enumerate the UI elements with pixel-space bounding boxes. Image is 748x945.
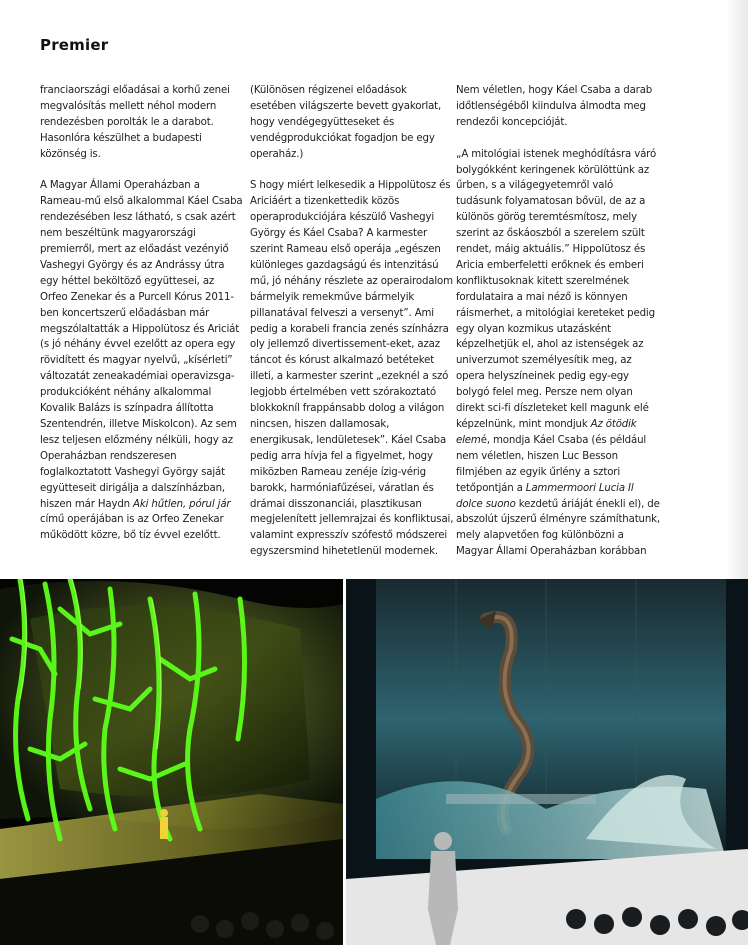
text-column-1 xyxy=(40,83,244,544)
section-title: Premier xyxy=(40,36,109,54)
text-column-2 xyxy=(250,83,454,560)
stage-render-green-image xyxy=(0,579,343,945)
stage-render-serpent-image xyxy=(346,579,748,945)
paragraph: franciaországi előadásai a korhű zenei megvalósítás mellett néhol modern rendezésben porolták le a darabot. Hasonlóra készülhet a budapesti közönség is. xyxy=(40,85,230,160)
paragraph: A Magyar Állami Operaházban a Rameau-mű első alkalommal Káel Csaba rendezésében lesz látható, s csak azért nem beszéltünk magyarországi premierről, mert az előadást vezényiő Vashegyi György és az Andrássy útra egy héttel beköltöző együttesei, az Orfeo Zenekar és a Purcell Kórus 2011-ben koncertszerű előadásban már megszólaltatták a Hippolütosz és Ariciát (s jó néhány évvel ezelőtt az opera egy rövidített és magyar nyelvű, „kísérleti” változatát zeneakadémiai operavizsga-produkcióként néhány alkalommal Kovalik Balázs is színpadra állította Szentendrén, illetve Miskolcon). Az sem lesz teljesen előzmény nélküli, hogy az Operaházban rendszeresen foglalkoztatott Vashegyi György saját együtteseit dirigálja a dalszínházban, hiszen már Haydn Aki hűtlen, pórul jár című operájában is az Orfeo Zenekar működött közre, bő tíz évvel ezelőtt. xyxy=(40,180,243,542)
paragraph: „A mitológiai istenek meghódításra váró bolygókként keringenek körülöttünk az űrben, s a világegyetemről való tudásunk folyamatosan bővül, de az a különös görög teremtésmítosz, mely szerint az őskáoszból a szerelem szült rendet, máig aktuális.” Hippolütosz és Aricia emberfeletti erőknek és emberi konfliktusoknak kitett szerelmének fordulataira a mai néző is könnyen ráismerhet, a mitológiai kereteket pedig egy olyan kozmikus utazásként képzelhetjük el, ahol az istenségek az univerzumot személyesítik meg, az opera helyszíneinek pedig egy-egy bolygó felel meg. Persze nem olyan direkt sci-fi díszleteket kell magunk elé képzelnünk, mint mondjuk Az ötödik elemé, mondja Káel Csaba (és például nem véletlen, hiszen Luc Besson filmjében az egyik űrlény a sztori tetőpontján a Lammermoori Lucia Il dolce suono kezdetű áriáját énekli el), de abszolút újszerű élményre számíthatunk, mely alapvetően fog különbözni a Magyar Állami Operaházban korábban xyxy=(456,148,660,558)
paragraph: Nem véletlen, hogy Káel Csaba a darab időtlenségéből kiindulva álmodta meg rendezői koncepcióját. xyxy=(456,85,653,128)
page-edge-shadow xyxy=(726,0,748,580)
text-column-3 xyxy=(456,83,660,560)
paragraph: S hogy miért lelkesedik a Hippolütosz és Ariciáért a tizenkettedik közös operaprodukciójára készülő Vashegyi György és Káel Csaba? A karmester szerint Rameau első operája „egészen különleges gazdagságú és intenzitású mű, jó néhány részlete az operairodalom bármelyik remekműve bármelyik pillanatával felveszi a versenyt”. Ami pedig a korabeli francia zenés színházra oly jellemző divertissement-eket, azaz táncot és kórust alkalmazó betéteket illeti, a karmester szerint „ezeknél a szó legjobb értelmében vett szórakoztató blokkokníl frappánsabb dolog a világon nincsen, hiszen dallamosak, energikusak, lendületesek”. Káel Csaba pedig arra hívja fel a figyelmet, hogy miközben Rameau zenéje ízig-vérig barokk, harmóniafűzései, váratlan és drámai disszonanciái, plasztikusan megjelenített jellemrajzai és konfliktusai, valamint expresszív szófestő módszerei egyszersmind hihetetlenül modernek. xyxy=(250,180,454,558)
paragraph: (Különösen régizenei előadások esetében világszerte bevett gyakorlat, hogy vendégegyütteseket és vendégprodukciókat fogadjon be egy operaház.) xyxy=(250,85,442,160)
